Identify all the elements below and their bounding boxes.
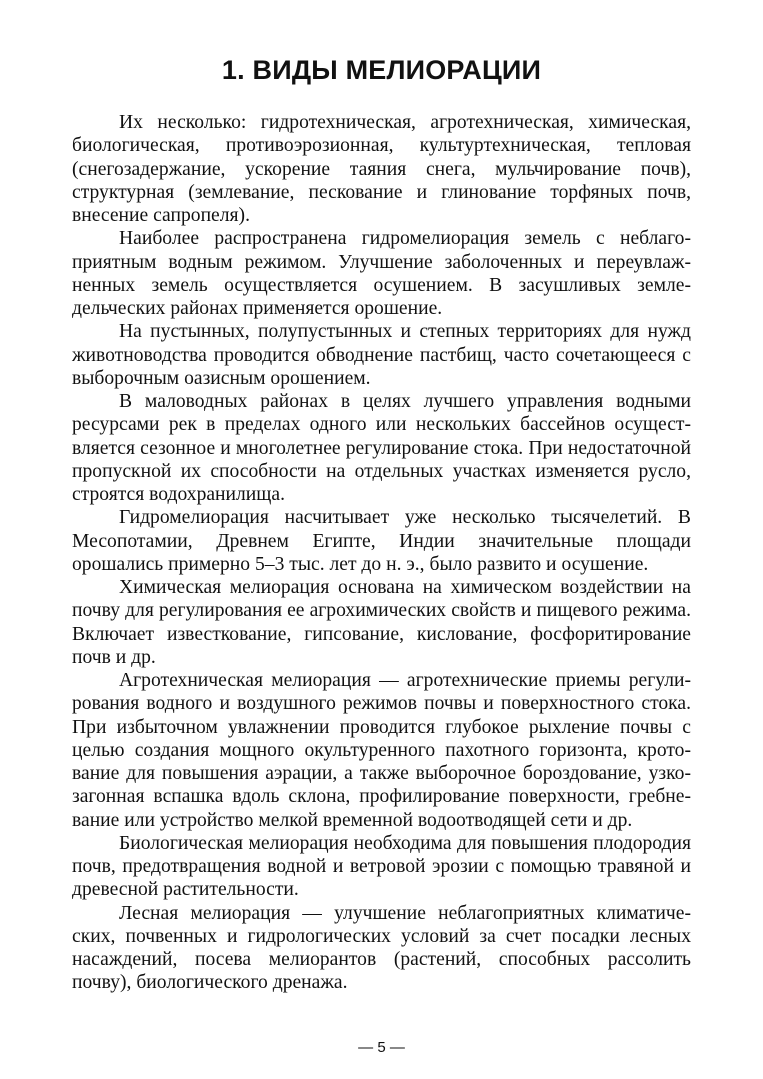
paragraph-pasture-watering: На пустынных, полупустынных и степных территориях для нужд животноводства проводится обводнение пастбищ, часто сочетающееся с выборочным оазисным орошением. <box>72 321 691 389</box>
body-text <box>72 111 691 995</box>
paragraph-forest-melioration: Лесная мелиорация — улучшение неблагоприятных климатических, почвенных и гидрологических условий за счет посадки лесных насаждений, посева мелиорантов (растений, способных рассолить почву), биологического дренажа. <box>72 902 691 994</box>
chapter-title: 1. ВИДЫ МЕЛИОРАЦИИ <box>221 55 542 85</box>
paragraph-agrotechnical-melioration: Агротехническая мелиорация — агротехнические приемы регулирования водного и воздушного режимов почвы и поверхностного стока. При избыточном увлажнении проводится глубокое рыхление почвы с целью создания мощного окультуренного пахотного горизонта, кротование для повышения аэрации, а также выборочное бороздование, узкозагонная вспашка вдоль склона, профилирование поверхности, гребневание или устройство мелкой временной водоотводящей сети и др. <box>72 670 691 831</box>
paragraph-history: Гидромелиорация насчитывает уже несколько тысячелетий. В Месопотамии, Древнем Египте, Индии значительные площади орошались примерно 5–3 тыс. лет до н. э., было развито и осушение. <box>72 507 691 575</box>
paragraph-flow-regulation: В маловодных районах в целях лучшего управления водными ресурсами рек в пределах одного или нескольких бассейнов осуществляется сезонное и многолетнее регулирование стока. При недостаточной пропускной их способности на отдельных участках изменяется русло, строятся водохранилища. <box>72 391 691 505</box>
paragraph-chemical-melioration: Химическая мелиорация основана на химическом воздействии на почву для регулирования ее агрохимических свойств и пищевого режима. Включает известкование, гипсование, кислование, фосфоритирование почв и др. <box>72 577 691 668</box>
paragraph-types-overview: Их несколько: гидротехническая, агротехническая, химическая, биологическая, противоэрозионная, культуртехническая, тепловая (снегозадержание, ускорение таяния снега, мульчирование почв), структурная (землевание, пескование и глинование торфяных почв, внесение сапропеля). <box>72 112 691 226</box>
page-number: — 5 — <box>358 1039 405 1056</box>
paragraph-hydromelioration: Наиболее распространена гидромелиорация земель с неблагоприятным водным режимом. Улучшение заболоченных и переувлажненных земель осуществляется осушением. В засушливых земледельческих районах применяется орошение. <box>72 228 691 319</box>
paragraph-biological-melioration: Биологическая мелиорация необходима для повышения плодородия почв, предотвращения водной и ветровой эрозии с помощью травяной и древесной растительности. <box>72 832 691 901</box>
